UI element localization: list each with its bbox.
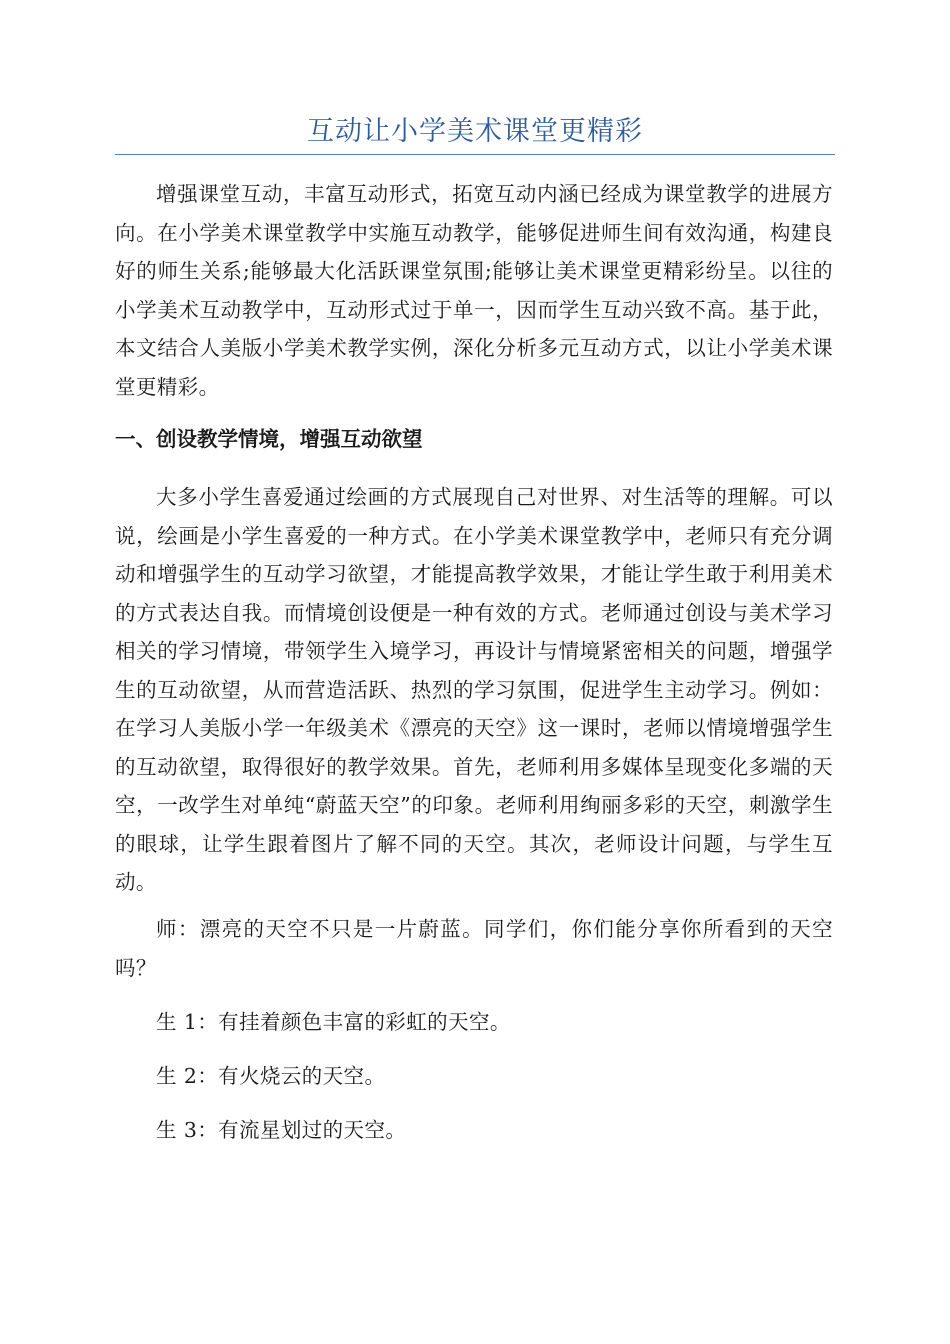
document-title: 互动让小学美术课堂更精彩 — [307, 116, 643, 147]
section-body-paragraph: 大多小学生喜爱通过绘画的方式展现自己对世界、对生活等的理解。可以说，绘画是小学生喜爱的一种方式。在小学美术课堂教学中，老师只有充分调动和增强学生的互动学习欲望，才能提高教学效果，才能让学生敢于利用美术的方式表达自我。而情境创设便是一种有效的方式。老师通过创设与美术学习相关的学习情境，带领学生入境学习，再设计与情境紧密相关的问题，增强学生的互动欲望，从而营造活跃、热烈的学习氛围，促进学生主动学习。例如：在学习人美版小学一年级美术《漂亮的天空》这一课时，老师以情境增强学生的互动欲望，取得很好的教学效果。首先，老师利用多媒体呈现变化多端的天空，一改学生对单纯“蔚蓝天空”的印象。老师利用绚丽多彩的天空，刺激学生的眼球，让学生跟着图片了解不同的天空。其次，老师设计问题，与学生互动。 — [115, 485, 833, 894]
dialogue-student-line: 生 2：有火烧云的天空。 — [156, 1064, 386, 1088]
intro-paragraph: 增强课堂互动，丰富互动形式，拓宽互动内涵已经成为课堂教学的进展方向。在小学美术课堂教学中实施互动教学，能够促进师生间有效沟通，构建良好的师生关系;能够最大化活跃课堂氛围;能够让美术课堂更精彩纷呈。以往的小学美术互动教学中，互动形式过于单一，因而学生互动兴致不高。基于此，本文结合人美版小学美术教学实例，深化分析多元互动方式，以让小学美术课堂更精彩。 — [115, 182, 833, 399]
dialogue-student-line: 生 3：有流星划过的天空。 — [156, 1118, 407, 1142]
section-heading: 一、创设教学情境，增强互动欲望 — [115, 427, 423, 451]
dialogue-teacher-line: 师：漂亮的天空不只是一片蔚蓝。同学们，你们能分享你所看到的天空吗？ — [115, 917, 833, 980]
title-underline — [115, 154, 835, 155]
dialogue-student-line: 生 1：有挂着颜色丰富的彩虹的天空。 — [156, 1010, 511, 1034]
